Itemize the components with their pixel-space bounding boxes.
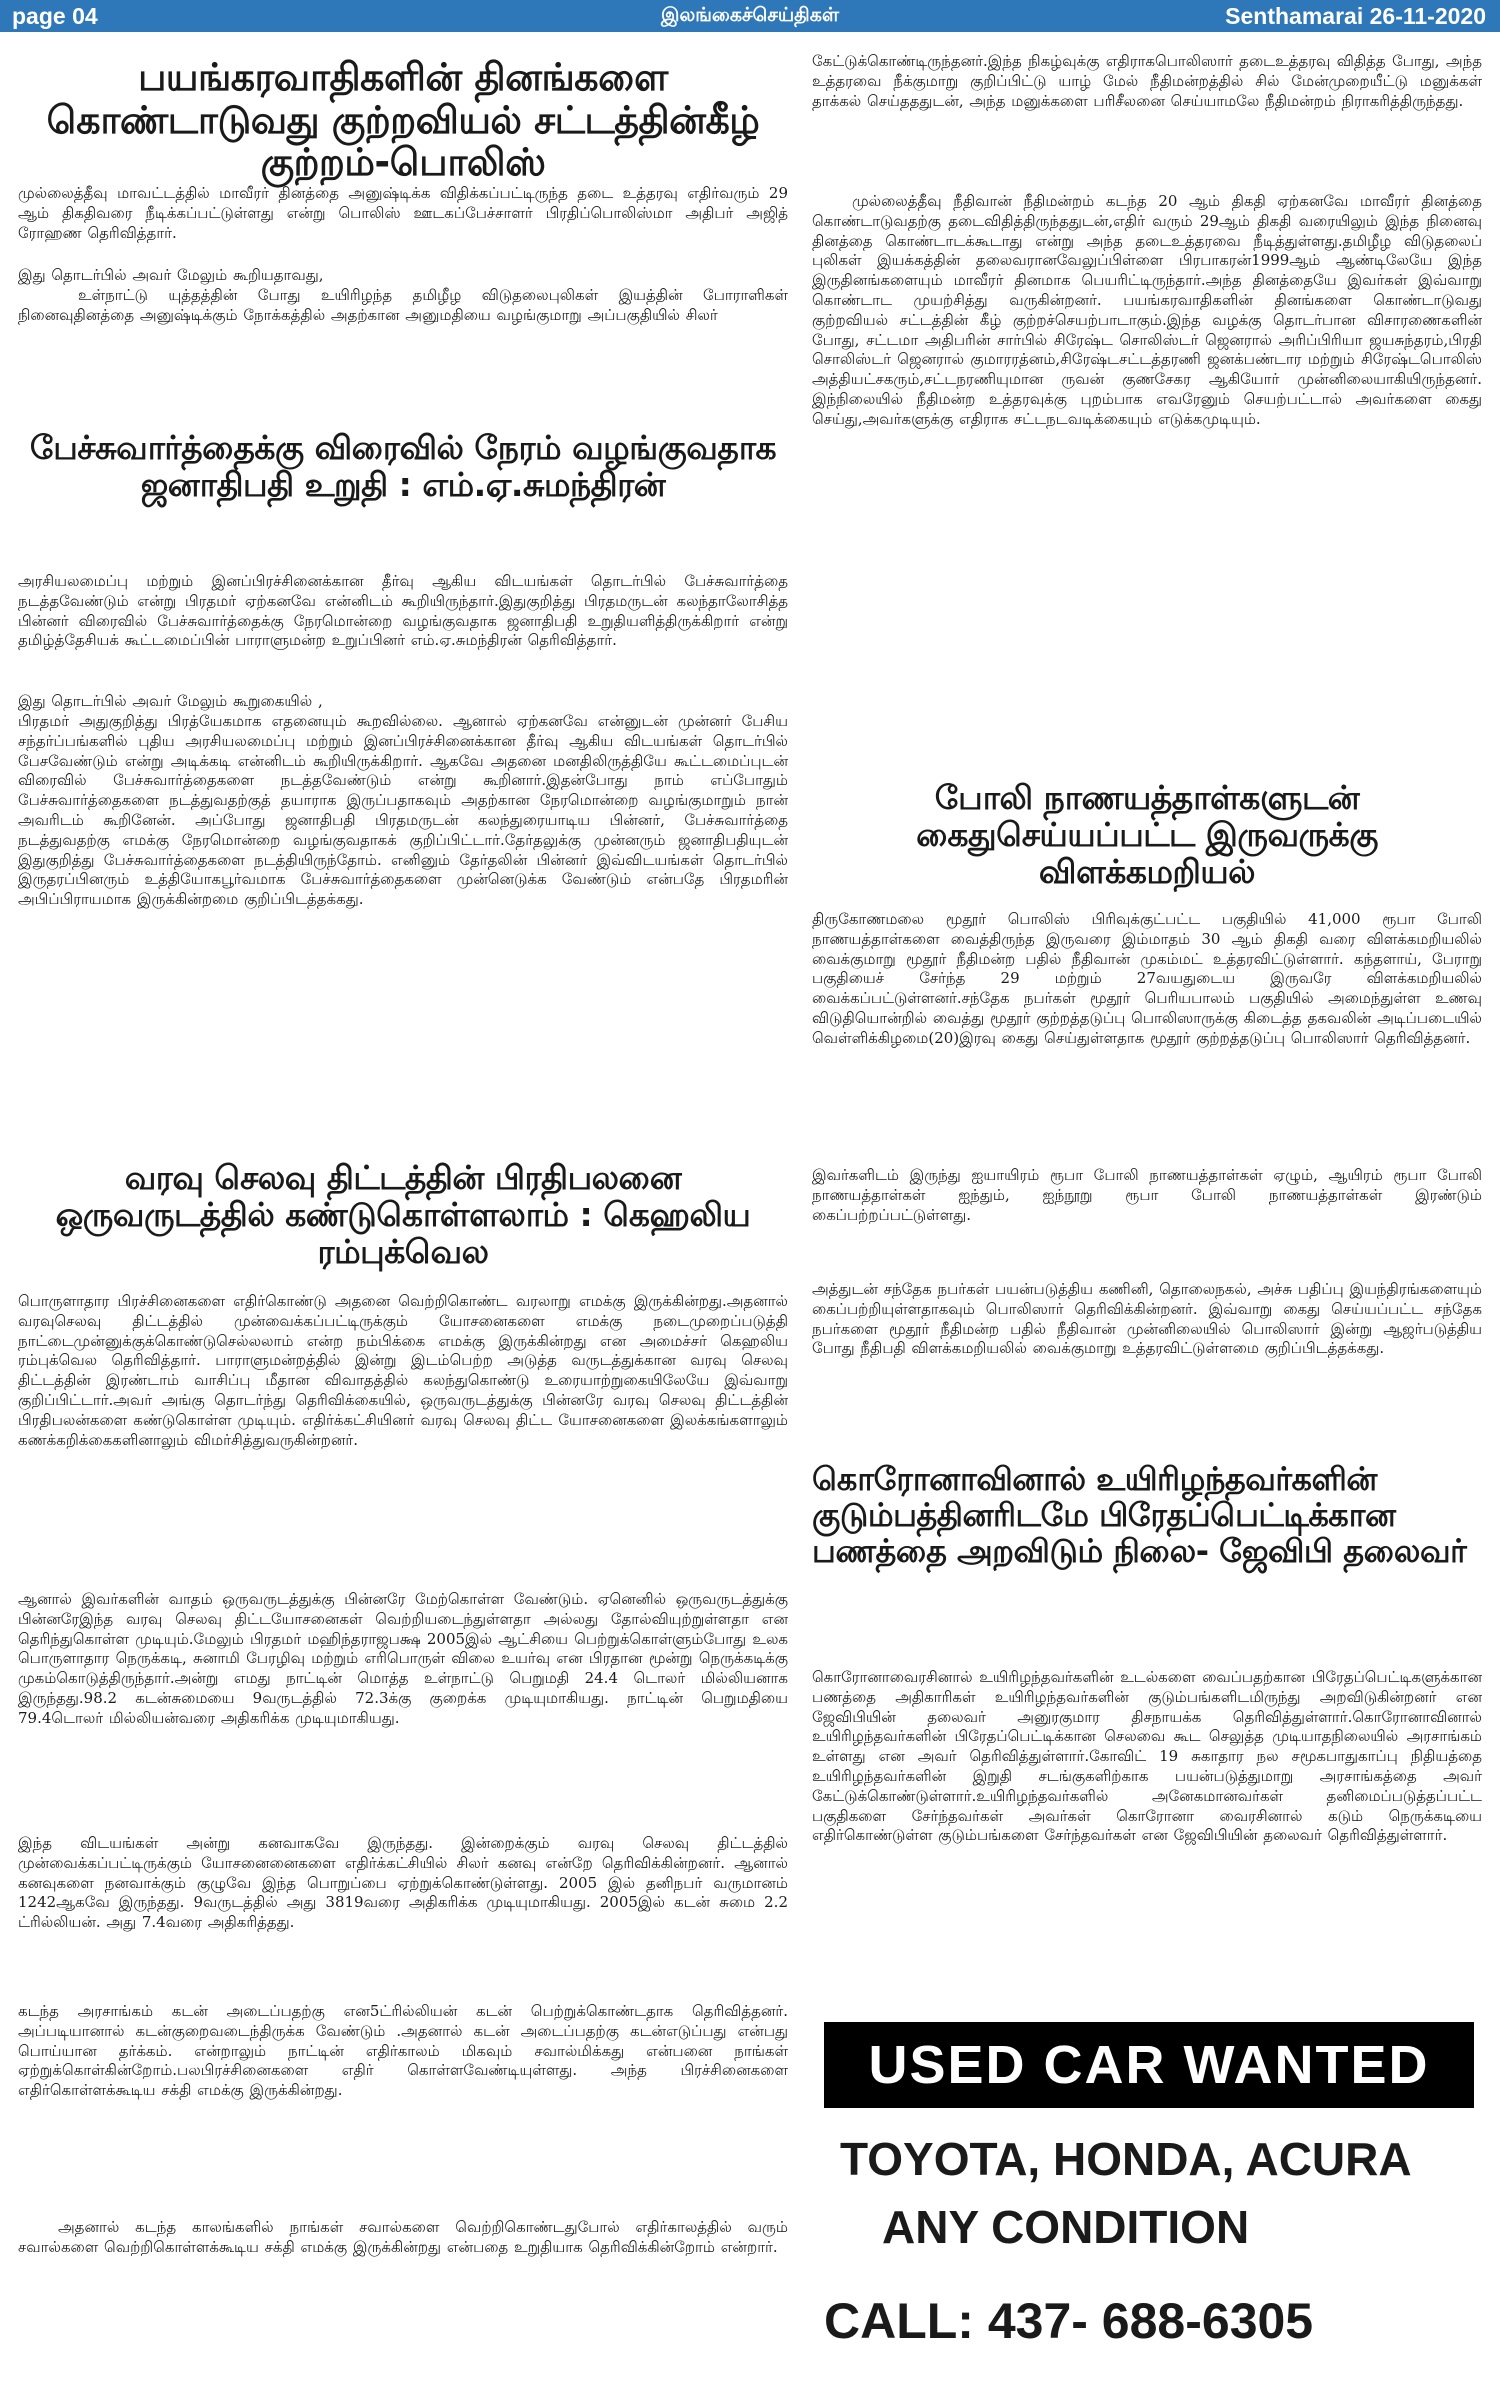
headline: கொரோனாவினால் உயிரிழந்தவர்களின் குடும்பத்தினரிடமே பிரேதப்பெட்டிக்கான பணத்தை அறவிடும் நிலை- ஜேவிபி தலைவர் [812,1460,1467,1570]
headline: பேச்சுவார்த்தைக்கு விரைவில் நேரம் வழங்குவதாக ஜனாதிபதி உறுதி : எம்.ஏ.சுமந்திரன் [29,428,777,504]
paragraph: பிரதமர் அதுகுறித்து பிரத்யேகமாக எதனையும் கூறவில்லை. ஆனால் ஏற்கனவே என்னுடன் முன்னர் பேசிய சந்தர்ப்பங்களில் புதிய அரசியலமைப்பு மற்றும் இனப்பிரச்சினைக்கான தீர்வு ஆகிய விடயங்கள் தொடர்பில் பேசவேண்டும் என்று அடிக்கடி என்னிடம் கூறியிருக்கிறார். ஆகவே அதனை மனதிலிருத்தியே கூட்டமைப்புடன் விரைவில் பேச்சுவார்த்தைகளை நடத்தவேண்டும் என்று கூறினார்.இதன்போது நாம் எப்போதும் பேச்சுவார்த்தைகளை நடத்துவதற்குத் தயாராக இருப்பதாகவும் அதற்கான நேரமொன்றை வழங்குமாறும் நான் அவரிடம் கூறினேன். அப்போது ஜனாதிபதி பிரதமருடன் கலந்துரையாடிய பின்னர், பேச்சுவார்த்தை நடத்துவதற்கு எமக்கு நேரமொன்றை வழங்குவதாகக் குறிப்பிட்டார்.தேர்தலுக்கு முன்னரும் ஜனாதிபதியுடன் இதுகுறித்து பேச்சுவார்த்தைகளை நடத்தியிருந்தோம். எனினும் தேர்தலின் பின்னர் இவ்விடயங்கள் தொடர்பில் இருதரப்பினரும் உத்தியோகபூர்வமாக பேச்சுவார்த்தைகளை முன்னெடுக்க வேண்டும் என்பதே பிரதமரின் அபிப்பிராயமாக இருக்கின்றமை குறிப்பிடத்தக்கது. [18,712,788,909]
paragraph: திருகோணமலை மூதூர் பொலிஸ் பிரிவுக்குட்பட்ட பகுதியில் 41,000 ரூபா போலி நாணயத்தாள்களை வைத்திருந்த இருவரை இம்மாதம் 30 ஆம் திகதி வரை விளக்கமறியலில் வைக்குமாறு மூதூர் நீதிமன்ற பதில் நீதிவான் முகம்மட் உத்தரவிட்டுள்ளார். கந்தளாய், பேராறு பகுதியைச் சேர்ந்த 29 மற்றும் 27வயதுடைய இருவரே விளக்கமறியலில் வைக்கப்பட்டுள்ளனர்.சந்தேக நபர்கள் மூதூர் பெரியபாலம் பகுதியில் அமைந்துள்ள உணவு விடுதியொன்றில் வைத்து மூதூர் குற்றத்தடுப்பு பொலிஸாருக்கு கிடைத்த தகவலின் அடிப்படையில் வெள்ளிக்கிழமை(20)இரவு கைது செய்துள்ளதாக மூதூர் குற்றத்தடுப்பு பொலிஸார் தெரிவித்தனர். [812,910,1482,1047]
headline: வரவு செலவு திட்டத்தின் பிரதிபலனை ஒருவருடத்தில் கண்டுகொள்ளலாம் : கெஹலிய ரம்புக்வெல [55,1158,751,1271]
used-car-advertisement [812,2010,1484,2380]
paragraph: கடந்த அரசாங்கம் கடன் அடைப்பதற்கு என5ட்ரில்லியன் கடன் பெற்றுக்கொண்டதாக தெரிவித்தனர். அப்படியானால் கடன்குறைவடைந்திருக்க வேண்டும் .அதனால் கடன் அடைப்பதற்கு கடன்எடுப்பது என்பது பொய்யான தர்க்கம். என்றாலும் நாட்டின் எதிர்காலம் மிகவும் சவால்மிக்கது என்பனை நாங்கள் ஏற்றுக்கொள்கின்றோம்.பலபிரச்சினைகளை எதிர் கொள்ளவேண்டியுள்ளது. அந்த பிரச்சினைகளை எதிர்கொள்ளக்கூடிய சக்தி எமக்கு இருக்கின்றது. [18,2002,788,2100]
masthead-title: இலங்கைச்செய்திகள் [660,5,839,26]
paragraph: ஆனால் இவர்களின் வாதம் ஒருவருடத்துக்கு பின்னரே மேற்கொள்ள வேண்டும். ஏனெனில் ஒருவருடத்துக்கு பின்னரேஇந்த வரவு செலவு திட்டயோசனைகள் வெற்றியடைந்துள்ளதா அல்லது தோல்வியுற்றுள்ளதா என தெரிந்துகொள்ள முடியும்.மேலும் பிரதமர் மஹிந்தராஜபக்ஷ 2005இல் ஆட்சியை பெற்றுக்கொள்ளும்போது உலக பொருளாதார நெருக்கடி, சுனாமி பேரழிவு மற்றும் எரிபொருள் விலை உயர்வு என பிரதான மூன்று நெருக்கடிக்கு முகம்கொடுத்திருந்தார்.அன்று எமது நாட்டின் மொத்த உள்நாட்டு பெறுமதி 24.4 டொலர் மில்லியனாக இருந்தது.98.2 கடன்சுமையை 9வருடத்தில் 72.3க்கு குறைக்க முடியுமாகியது. நாட்டின் பெறுமதியை 79.4டொலர் மில்லியன்வரை அதிகரிக்க முடியுமாகியது. [18,1590,788,1727]
paragraph: முல்லைத்தீவு மாவட்டத்தில் மாவீரர் தினத்தை அனுஷ்டிக்க விதிக்கப்பட்டிருந்த தடை உத்தரவு எதிர்வரும் 29 ஆம் திகதிவரை நீடிக்கப்பட்டுள்ளது என்று பொலிஸ் ஊடகப்பேச்சாளர் பிரதிப்பொலிஸ்மா அதிபர் அஜித் ரோஹண தெரிவித்தார். [18,184,788,242]
ad-phone: CALL: 437- 688-6305 [824,2293,1314,2349]
paragraph: கேட்டுக்கொண்டிருந்தனர்.இந்த நிகழ்வுக்கு எதிராகபொலிஸார் தடைஉத்தரவு விதித்த போது, அந்த உத்தரவை நீக்குமாறு குறிப்பிட்டு யாழ் மேல் நீதிமன்றத்தில் சில் மேன்முறையீட்டு மனுக்கள் தாக்கல் செய்தததுடன், அந்த மனுக்களை பரிசீலனை செய்யாமலே நீதிமன்றம் நிராகரித்திருந்தது. [812,52,1482,110]
ad-banner-title: USED CAR WANTED [824,2022,1474,2108]
page-number: page 04 [12,3,98,29]
paragraph: அத்துடன் சந்தேக நபர்கள் பயன்படுத்திய கணினி, தொலைநகல், அச்சு பதிப்பு இயந்திரங்களையும் கைப்பற்றியுள்ளதாகவும் பொலிஸார் தெரிவிக்கின்றனர். இவ்வாறு கைது செய்யப்பட்ட சந்தேக நபர்களை மூதூர் நீதிமன்ற பதில் நீதிவான் முன்னிலையில் பொலிஸார் இன்று ஆஜர்படுத்திய போது நீதிபதி விளக்கமறியலில் வைக்குமாறு உத்தரவிட்டுள்ளமை குறிப்பிடத்தக்கது. [812,1280,1482,1358]
paragraph: இந்த விடயங்கள் அன்று கனவாகவே இருந்தது. இன்றைக்கும் வரவு செலவு திட்டத்தில் முன்வைக்கப்பட்டிருக்கும் யோசனைனைகளை எதிர்க்கட்சியில் சிலர் கனவு என்றே தெரிவிக்கின்றனர். ஆனால் கனவுகளை நனவாக்கும் குழுவே இந்த பொறுப்பை ஏற்றுக்கொண்டுள்ளது. 2005 இல் தனிநபர் வருமானம் 1242ஆகவே இருந்தது. 9வருடத்தில் அது 3819வரை அதிகரிக்க முடியுமாகியது. 2005இல் கடன் சுமை 2.2 ட்ரில்லியன். அது 7.4வரை அதிகரித்தது. [18,1834,788,1932]
page-header [0,0,1500,32]
edition-date: Senthamarai 26-11-2020 [1225,3,1486,29]
paragraph: இது தொடர்பில் அவர் மேலும் கூறுகையில் , [18,692,323,710]
headline: பயங்கரவாதிகளின் தினங்களை கொண்டாடுவது குற்றவியல் சட்டத்தின்கீழ் குற்றம்-பொலிஸ் [46,55,760,185]
paragraph: இது தொடர்பில் அவர் மேலும் கூறியதாவது, [18,266,324,284]
headline: போலி நாணயத்தாள்களுடன் கைதுசெய்யப்பட்ட இருவருக்கு விளக்கமறியல் [916,778,1378,891]
paragraph: முல்லைத்தீவு நீதிவான் நீதிமன்றம் கடந்த 20 ஆம் திகதி ஏற்கனவே மாவீரர் தினத்தை கொண்டாடுவதற்கு தடைவிதித்திருந்ததுடன்,எதிர் வரும் 29ஆம் திகதி வரையிலும் இந்த நினைவு தினத்தை கொண்டாடக்கூடாது என்று அந்த தடைஉத்தரவை நீடித்துள்ளது.தமிழீழ விடுதலைப் புலிகள் இயக்கத்தின் தலைவரானவேலுப்பிள்ளை பிரபாகரன்1999ஆம் ஆண்டிலேயே இந்த இருதினங்களையும் மாவீரர் தினமாக பெயரிட்டிருந்தார்.அந்த தினத்தையே இவர்கள் இவ்வாறு கொண்டாட முயற்சித்து வருகின்றனர். பயங்கரவாதிகளின் தினங்களை கொண்டாடுவது குற்றவியல் சட்டத்தின் கீழ் குற்றச்செயற்பாடாகும்.இந்த வழக்கு தொடர்பான விசாரணைகளின் போது, சட்டமா அதிபரின் சார்பில் சிரேஷ்ட சொலிஸ்டர் ஜெனரால் அரிப்பிரியா ஜயசுந்தரம்,பிரதி சொலிஸ்டர் ஜெனரால் குமாரரத்னம்,சிரேஷ்டசட்டத்தரணி ஜனக்பண்டார மற்றும் சிரேஷ்டபொலிஸ் அத்தியட்சகரும்,சட்டநரணியுமான ருவன் குணசேகர ஆகியோர் முன்னிலையாகியிருந்தனர். இந்நிலையில் நீதிமன்ற உத்தரவுக்கு புறம்பாக எவரேனும் செயற்பட்டால் அவர்களை கைது செய்து,அவர்களுக்கு எதிராக சட்டநடவடிக்கையும் எடுக்கமுடியும். [812,192,1482,428]
ad-condition: ANY CONDITION [882,2201,1250,2253]
paragraph: அதனால் கடந்த காலங்களில் நாங்கள் சவால்களை வெற்றிகொண்டதுபோல் எதிர்காலத்தில் வரும் சவால்களை வெற்றிகொள்ளக்கூடிய சக்தி எமக்கு இருக்கின்றது என்பதை உறுதியாக தெரிவிக்கின்றோம் என்றார். [18,2218,788,2256]
ad-brands: TOYOTA, HONDA, ACURA [840,2133,1412,2185]
paragraph: அரசியலமைப்பு மற்றும் இனப்பிரச்சினைக்கான தீர்வு ஆகிய விடயங்கள் தொடர்பில் பேச்சுவார்த்தை நடத்தவேண்டும் என்று பிரதமர் ஏற்கனவே என்னிடம் கூறியிருந்தார்.இதுகுறித்து பிரதமருடன் கலந்தாலோசித்த பின்னர் விரைவில் பேச்சுவார்த்தைக்கு நேரமொன்றை வழங்குவதாக ஜனாதிபதி உறுதியளித்திருக்கிறார் என்று தமிழ்த்தேசியக் கூட்டமைப்பின் பாராளுமன்ற உறுப்பினர் எம்.ஏ.சுமந்திரன் தெரிவித்தார். [18,572,788,650]
paragraph: உள்நாட்டு யுத்தத்தின் போது உயிரிழந்த தமிழீழ விடுதலைபுலிகள் இயத்தின் போராளிகள் நினைவுதினத்தை அனுஷ்டிக்கும் நோக்கத்தில் அதற்கான அனுமதியை வழங்குமாறு அப்பகுதியில் சிலர் [18,286,788,324]
paragraph: இவர்களிடம் இருந்து ஐயாயிரம் ரூபா போலி நாணயத்தாள்கள் ஏழும், ஆயிரம் ரூபா போலி நாணயத்தாள்கள் ஐந்தும், ஐந்நூறு ரூபா போலி நாணயத்தாள்கள் இரண்டும் கைப்பற்றப்பட்டுள்ளது. [812,1166,1482,1224]
paragraph: கொரோனாவைரசினால் உயிரிழந்தவர்களின் உடல்களை வைப்பதற்கான பிரேதப்பெட்டிகளுக்கான பணத்தை அதிகாரிகள் உயிரிழந்தவர்களின் குடும்பங்களிடமிருந்து அறவிடுகின்றனர் என ஜேவிபியின் தலைவர் அனுரகுமார திசநாயக்க தெரிவித்துள்ளார்.கொரோனாவினால் உயிரிழந்தவர்களின் பிரேதப்பெட்டிக்கான செலவை கூட செலுத்த முடியாதநிலையில் அரசாங்கம் உள்ளது என அவர் தெரிவித்துள்ளார்.கோவிட் 19 சுகாதார நல சமூகபாதுகாப்பு நிதியத்தை உயிரிழந்தவர்களின் இறுதி சடங்குகளிற்காக பயன்படுத்துமாறு அரசாங்கத்தை அவர் கேட்டுக்கொண்டுள்ளார்.உயிரிழந்தவர்களில் அனேகமானவர்கள் தனிமைப்படுத்தப்பட்ட பகுதிகளை சேர்ந்தவர்கள் அவர்கள் கொரோனா வைரசினால் கடும் நெருக்கடியை எதிர்கொண்டுள்ள குடும்பங்களை சேர்ந்தவர்கள் என ஜேவிபியின் தலைவர் தெரிவித்துள்ளார். [812,1668,1482,1845]
paragraph: பொருளாதார பிரச்சினைகளை எதிர்கொண்டு அதனை வெற்றிகொண்ட வரலாறு எமக்கு இருக்கின்றது.அதனால் வரவுசெலவு திட்டத்தில் முன்வைக்கப்பட்டிருக்கும் யோசனைகளை எமக்கு நடைமுறைப்படுத்தி நாட்டைமுன்னுக்குக்கொண்டுசெல்லலாம் என்ற நம்பிக்கை எமக்கு இருக்கின்றது என அமைச்சர் கெஹலிய ரம்புக்வெல தெரிவித்தார். பாராளுமன்றத்தில் இன்று இடம்பெற்ற அடுத்த வருடத்துக்கான வரவு செலவு திட்டத்தின் இரண்டாம் வாசிப்பு மீதான விவாதத்தில் கலந்துகொண்டு உரையாற்றுகையிலேயே இவ்வாறு குறிப்பிட்டார்.அவர் அங்கு தொடர்ந்து தெரிவிக்கையில், ஒருவருடத்துக்கு பின்னரே வரவு செலவு திட்டத்தின் பிரதிபலன்களை கண்டுகொள்ள முடியும். எதிர்க்கட்சியினர் வரவு செலவு திட்ட யோசனைகளை இலக்கங்களாலும் கணக்கறிக்கைகளினாலும் விமர்சித்துவருகின்றனர். [18,1292,788,1449]
